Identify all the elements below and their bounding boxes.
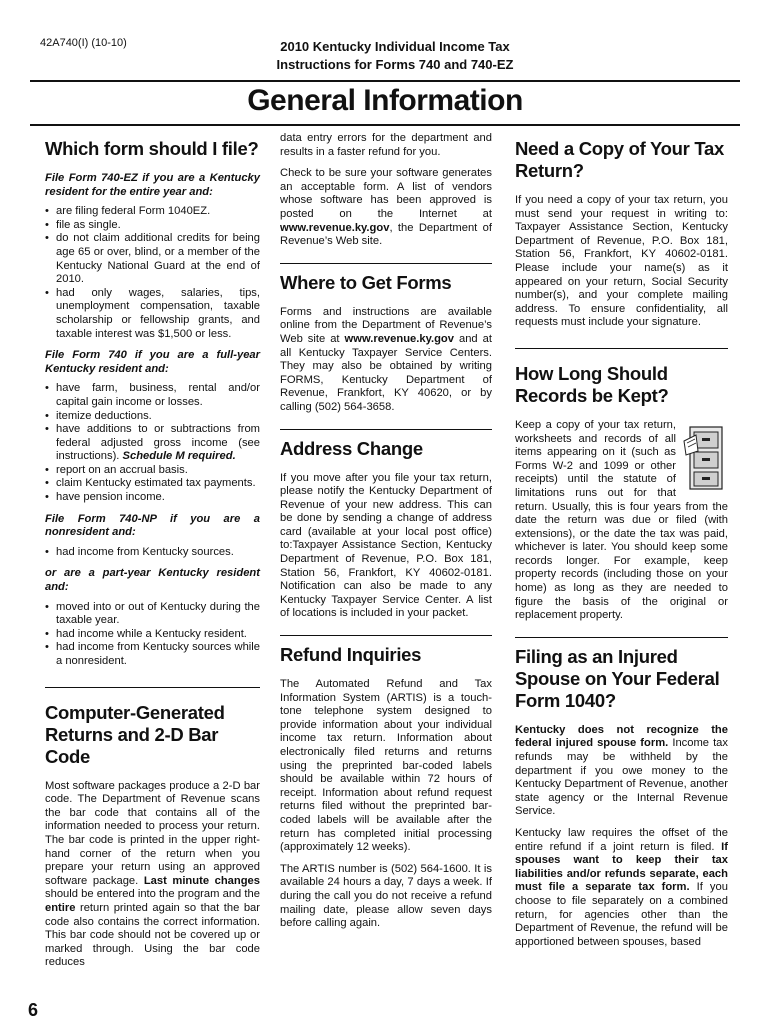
records-heading: How Long Should Records be Kept?	[515, 362, 669, 406]
np-list	[45, 546, 260, 560]
address-heading: Address Change	[280, 437, 423, 459]
title-line-1: 2010 Kentucky Individual Income Tax	[280, 39, 510, 54]
page-number: 6	[28, 1000, 39, 1020]
list-item-text: have additions to or subtractions from federal adjusted gross income (see instructions).	[56, 423, 260, 463]
bold-text: If spouses want to keep their tax liabilities and/or refunds separate, each must file a separate tax form.	[515, 840, 728, 894]
list-item: • had only wages, salaries, tips, unemployment compensation, taxable scholarship or fellowship grants, and taxable interest was $1,500 or less.	[45, 287, 260, 341]
form-number: 42A740(I) (10-10)	[40, 37, 127, 49]
py-list	[45, 601, 260, 669]
list-item: • file as single.	[45, 219, 260, 233]
list-item: • had income while a Kentucky resident.	[45, 628, 260, 642]
section-divider	[45, 687, 260, 688]
list-item: • have pension income.	[45, 491, 260, 505]
software-paragraph-2	[280, 167, 492, 249]
text: Kentucky law requires the offset of the entire refund if a joint return is filed.	[515, 827, 728, 853]
copy-paragraph: If you need a copy of your tax return, you must send your request in writing to: Taxpayer Assistance Section, Kentucky Department of Revenue, P.O. Box 181, Station 56, Frankfort, KY 40602-0181. Please include your name(s) as it appeared on your return, Social Security number(s), and your complete mailing address. To ensure confidentiality, all requests must include your signature.	[515, 194, 728, 329]
text: Forms and instructions are available online from the Department of Revenue’s Web site at	[280, 305, 492, 345]
column-1	[45, 132, 260, 978]
text: should be entered into the program and the	[45, 888, 260, 901]
title-rule	[30, 124, 740, 126]
computer-heading: Computer-Generated Returns and 2-D Bar Code	[45, 701, 225, 767]
section-divider	[515, 637, 728, 638]
list-item: • moved into or out of Kentucky during the taxable year.	[45, 601, 260, 628]
refund-heading: Refund Inquiries	[280, 644, 422, 666]
injured-paragraph-2	[515, 827, 728, 949]
text: If you choose to file separately on a combined return, for agencies other than the Department of Revenue, the refund will be apportioned between spouses, based	[515, 881, 728, 948]
section-divider	[280, 429, 492, 430]
list-item: • claim Kentucky estimated tax payments.	[45, 477, 260, 491]
address-paragraph: If you move after you file your tax return, please notify the Kentucky Department of Revenue of your new address. This can be done by sending a change of address card (available at your local post office) to:Taxpayer Assistance Section, Kentucky Department of Revenue, P.O. Box 181, Station 56, Frankfort, KY 40602-0181. Notification can also be made to any Kentucky Taxpayer Service Center. A list of locations is included in your packet.	[280, 471, 492, 620]
np-lead: File Form 740-NP if you are a nonresident and:	[45, 512, 260, 539]
list-item: • do not claim additional credits for being age 65 or over, blind, or a member of the Kentucky National Guard at the end of 2010.	[45, 232, 260, 286]
website-link-text: www.revenue.ky.gov	[344, 332, 454, 345]
text: , the Department of Revenue’s Web site.	[280, 221, 492, 248]
list-item: • had income from Kentucky sources.	[45, 546, 260, 560]
computer-paragraph	[45, 780, 260, 970]
refund-paragraph-1: The Automated Refund and Tax Information System (ARTIS) is a touch-tone telephone system designed to provide information about your individual income tax return. Information about electronically filed returns and returns using the preprinted bar-coded labels should be available within 72 hours of receipt. Information about refund request returns filed without the preprinted bar-coded labels will be available after the return has completed initial processing (approximately 12 weeks).	[280, 678, 492, 854]
bold-text: Kentucky does not recognize the federal injured spouse form.	[515, 723, 728, 750]
ez-list	[45, 205, 260, 341]
f740-lead: File Form 740 if you are a full-year Kentucky resident and:	[45, 349, 260, 375]
text: and at all Kentucky Taxpayer Service Centers. They may also be obtained by writing FORMS, Kentucky Department of Revenue, Frankfort, KY 40620, or by calling (502) 564-3658.	[280, 332, 492, 413]
copy-heading: Need a Copy of Your Tax Return?	[515, 138, 724, 181]
records-paragraph: Keep a copy of your tax return, worksheets and records of all items appearing on it (such as Forms W-2 and 1099 or other receipts) until the statute of limitations runs out for that return. Usually, this is four years from the date the return was due or filed (with extensions), or the date the tax was paid, whichever is later. You should keep some records longer. For example, keep property records (including those on your home) as long as they are needed to figure the basis of the original or replacement property.	[515, 418, 728, 622]
py-lead: or are a part-year Kentucky resident and:	[45, 567, 260, 594]
section-divider	[515, 348, 728, 349]
bold-text: Last minute changes	[143, 874, 260, 887]
text: Income tax refunds may be withheld by the department if you owe money to the Kentucky Department of Revenue, another state agency or the Internal Revenue Service.	[515, 737, 728, 818]
forms-paragraph	[280, 306, 492, 415]
injured-paragraph-1	[515, 724, 728, 819]
schedule-m-note: Schedule M required.	[122, 450, 236, 463]
refund-paragraph-2: The ARTIS number is (502) 564-1600. It is available 24 hours a day, 7 days a week. If during the call you do not receive a refund mailing date, please allow seven days before calling again.	[280, 862, 492, 930]
list-item: • have farm, business, rental and/or capital gain income or losses.	[45, 382, 260, 409]
forms-heading: Where to Get Forms	[280, 271, 452, 293]
page-title: General Information	[247, 84, 523, 117]
list-item: • had income from Kentucky sources while a nonresident.	[45, 641, 260, 668]
text: Most software packages produce a 2-D bar code. The Department of Revenue scans the bar code that contains all of the information needed to process your return. The bar code is printed in the upper right-hand corner of the return when you prepare your return using an approved software package.	[45, 779, 260, 887]
website-link-text: www.revenue.ky.gov	[280, 221, 390, 234]
column-3	[515, 132, 728, 957]
list-item: • are filing federal Form 1040EZ.	[45, 205, 260, 219]
which-form-heading: Which form should I file?	[45, 138, 259, 159]
text: return printed again so that the bar code also contains the correct information. This bar code should not be covered up or marked through. Using the bar code reduces	[45, 901, 260, 969]
bold-text: entire	[45, 901, 76, 914]
section-divider	[280, 263, 492, 264]
f740-list	[45, 382, 260, 504]
list-item: • itemize deductions.	[45, 410, 260, 424]
file-cabinet-icon	[682, 421, 728, 493]
injured-heading: Filing as an Injured Spouse on Your Federal Form 1040?	[515, 645, 720, 711]
list-item: • report on an accrual basis.	[45, 464, 260, 478]
title-line-2: Instructions for Forms 740 and 740-EZ	[276, 57, 514, 72]
ez-lead: File Form 740-EZ if you are a Kentucky resident for the entire year and:	[45, 172, 260, 198]
document-title	[180, 38, 610, 74]
list-item	[45, 423, 260, 464]
text: Check to be sure your software generates an acceptable form. A list of vendors whose software has been approved is posted on the Internet at	[280, 167, 492, 220]
column-2	[280, 132, 492, 939]
section-divider	[280, 635, 492, 636]
header-rule	[30, 80, 740, 82]
software-paragraph-1: data entry errors for the department and results in a faster refund for you.	[280, 132, 492, 158]
